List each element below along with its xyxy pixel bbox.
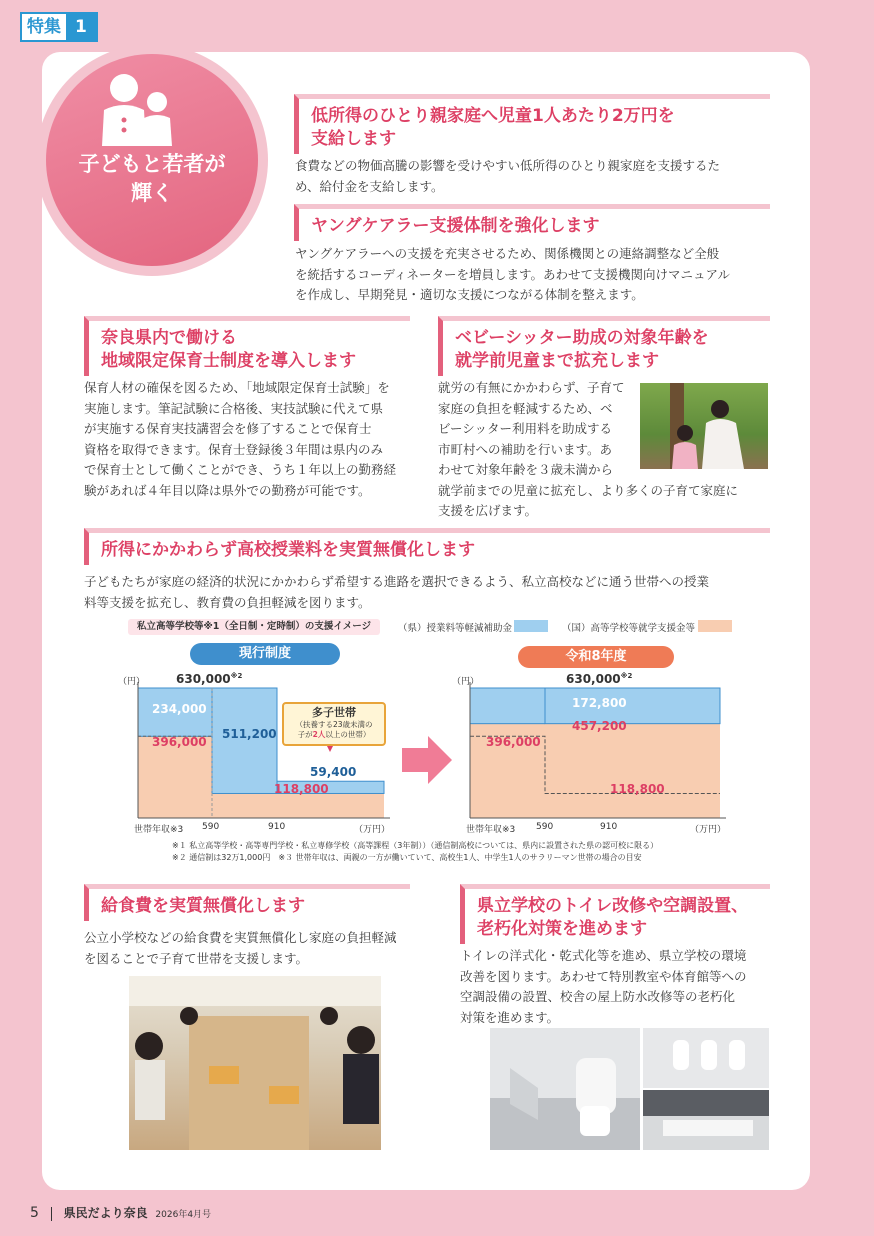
tuition-body-line2: 料等支援を拡充し、教育費の負担軽減を図ります。 <box>84 594 371 610</box>
page-footer <box>30 1204 211 1221</box>
callout-line2b: 以上の世帯） <box>325 730 371 739</box>
legend-national-label: （国）高等学校等就学支援金等 <box>562 623 696 634</box>
lunch-heading-text: 給食費を実質無償化します <box>101 896 305 916</box>
chart2-nat: 457,200 <box>572 719 627 733</box>
chart2-x-label: 世帯年収※3 <box>466 825 516 835</box>
lunch-heading <box>84 884 410 921</box>
chart1-x-unit: （万円） <box>354 825 391 835</box>
sink-photo <box>643 1090 769 1150</box>
chart1-tick-590: 590 <box>202 822 220 832</box>
chart2-tick-910: 910 <box>600 822 618 832</box>
nursery-body-line: 保育人材の確保を図るため、「地域限定保育士試験」を <box>84 380 390 395</box>
lunch-body-line1: 公立小学校などの給食費を実質無償化し家庭の負担軽減 <box>84 930 397 945</box>
urinal-photo <box>643 1028 769 1088</box>
callout-highlight: 2人 <box>312 730 326 739</box>
young-carer-body-line3: を作成し、早期発見・適切な支援につながる体制を整えます。 <box>295 287 644 302</box>
chart1-y-unit: （円） <box>118 677 146 687</box>
school-body <box>460 946 774 1028</box>
chart2-national-bar <box>545 724 720 818</box>
babysitter-body-line: 家庭の負担を軽減するため、ベ <box>438 400 613 416</box>
nursery-body-line: で保育士として働くことができ、うち１年以上の勤務経 <box>84 462 397 477</box>
tuition-heading-text: 所得にかかわらず高校授業料を実質無償化します <box>101 540 475 560</box>
babysitter-body-line: わせて対象年齢を３歳未満から <box>438 462 614 477</box>
chart1-x-label: 世帯年収※3 <box>134 825 184 835</box>
urinal-photo-image <box>643 1028 769 1088</box>
topic-title-line1: 子どもと若者が <box>78 152 226 176</box>
tuition-body-line1: 子どもたちが家庭の経済的状況にかかわらず希望する進路を選択できるよう、私立高校などに通う世帯への授業 <box>84 574 710 589</box>
multi-child-callout <box>282 702 386 746</box>
chart1-tick-910: 910 <box>268 822 286 832</box>
nursery-body-line: が実施する保育実技講習会を修了することで保育士 <box>84 421 372 436</box>
school-lunch-photo <box>129 976 381 1150</box>
chart2-old-2: 118,800 <box>610 782 665 796</box>
babysitter-heading-line1: ベビーシッター助成の対象年齢を <box>455 328 709 348</box>
lunch-body <box>84 928 424 969</box>
issue-date: 2026年4月号 <box>155 1210 212 1220</box>
chart-notes <box>172 840 772 864</box>
chart1-national-bar <box>212 793 277 818</box>
chart1-pref-1: 234,000 <box>152 702 207 716</box>
babysitter-body-line: 支援を広げます。 <box>438 503 538 518</box>
toilet-photo <box>490 1028 640 1150</box>
single-parent-heading-line1: 低所得のひとり親家庭へ児童1人あたり2万円を <box>311 106 675 126</box>
chart1-national-bar <box>277 793 384 818</box>
chart1-nat-1: 396,000 <box>152 735 207 749</box>
school-body-line: 改善を図ります。あわせて特別教室や体育館等への <box>460 968 747 984</box>
school-lunch-photo-image <box>129 976 381 1150</box>
nursery-body-line: 資格を取得できます。保育士登録後３年間は県内のみ <box>84 441 384 457</box>
current-system-label: 現行制度 <box>190 643 340 665</box>
young-carer-body-line1: ヤングケアラーへの支援を充実させるため、関係機関との連絡調整など全般 <box>295 246 720 261</box>
single-parent-body-line2: め、給付金を支給します。 <box>295 178 444 194</box>
nursery-heading-line2: 地域限定保育士制度を導入します <box>101 351 356 371</box>
callout-line2 <box>284 730 384 740</box>
lunch-body-line2: を図ることで子育て世帯を支援します。 <box>84 950 309 966</box>
chart2-pref: 172,800 <box>572 696 627 710</box>
chart1-pref-2: 511,200 <box>222 727 277 741</box>
nursery-heading-line1: 奈良県内で働ける <box>101 328 237 348</box>
chart2-x-unit: （万円） <box>690 825 727 835</box>
school-body-line: 空調設備の設置、校舎の屋上防水改修等の老朽化 <box>460 989 736 1004</box>
nursery-body-line: 験があれば４年目以降は県外での勤務が可能です。 <box>84 482 371 498</box>
callout-line1: （扶養する23歳未満の <box>295 720 373 729</box>
chart2-total <box>566 672 632 686</box>
toilet-photo-image <box>490 1028 640 1150</box>
chart2-prefecture-bar <box>470 688 545 724</box>
chart1-total <box>176 672 242 686</box>
nursery-body-line: 実施します。筆記試験に合格後、実技試験に代えて県 <box>84 400 384 416</box>
chart-note-2: ※２ 通信制は32万1,000円 ※３ 世帯年収は、両親の一方が働いていて、高校生1人、中学生1人のサラリーマン世帯の場合の目安 <box>172 853 642 862</box>
feature-number: 1 <box>66 14 96 40</box>
chart1-total-note: ※2 <box>230 672 243 680</box>
sink-photo-image <box>643 1090 769 1150</box>
reiwa8-label: 令和8年度 <box>518 646 674 668</box>
page-number: 5 <box>30 1205 39 1221</box>
babysitter-heading-line2: 就学前児童まで拡充します <box>455 351 659 371</box>
school-heading <box>460 884 770 944</box>
young-carer-body-line2: を統括するコーディネーターを増員します。あわせて支援機関向けマニュアル <box>295 266 731 282</box>
single-parent-body-line1: 食費などの物価高騰の影響を受けやすい低所得のひとり親家庭を支援するた <box>295 158 721 173</box>
school-heading-line2: 老朽化対策を進めます <box>477 919 647 939</box>
chart1-pref-3: 59,400 <box>310 765 357 779</box>
school-body-line: トイレの洋式化・乾式化等を進め、県立学校の環境 <box>460 948 747 963</box>
legend-prefecture-label: （県）授業料等軽減補助金 <box>398 623 513 634</box>
chart-note-1: ※１ 私立高等学校・高等専門学校・私立専修学校（高等課程（3年制））（通信制高校については、県内に設置された県の認可校に限る） <box>172 841 659 850</box>
babysitter-body-line: ビーシッター利用料を助成する <box>438 421 613 436</box>
callout-line2a: 子が <box>297 730 313 739</box>
chart1-nat-2: 118,800 <box>274 782 329 796</box>
babysitter-body-line: 就労の有無にかかわらず、子育て <box>438 380 625 395</box>
transition-arrow-icon <box>402 736 452 784</box>
school-heading-line1: 県立学校のトイレ改修や空調設置、 <box>477 896 749 916</box>
babysitter-body-line: 市町村への補助を行います。あ <box>438 441 613 457</box>
chart-title: 私立高等学校等※1（全日制・定時制）の支援イメージ <box>128 619 380 635</box>
babysitter-body-line: 就学前までの児童に拡充し、より多くの子育て家庭に <box>438 482 739 498</box>
chart1-total-value: 630,000 <box>176 672 231 686</box>
young-carer-heading-text: ヤングケアラー支援体制を強化します <box>311 216 600 236</box>
single-parent-heading-line2: 支給します <box>311 129 396 149</box>
chart2-y-unit: （円） <box>452 677 480 687</box>
chart2-tick-590: 590 <box>536 822 554 832</box>
publication-name: 県民だより奈良 <box>63 1206 148 1220</box>
chart2-old-1: 396,000 <box>486 735 541 749</box>
topic-title-line2: 輝く <box>131 181 173 205</box>
feature-label: 特集 <box>27 17 61 37</box>
chart2-total-value: 630,000 <box>566 672 621 686</box>
callout-title: 多子世帯 <box>312 706 356 719</box>
chart2-total-note: ※2 <box>620 672 633 680</box>
school-body-line: 対策を進めます。 <box>460 1009 560 1025</box>
